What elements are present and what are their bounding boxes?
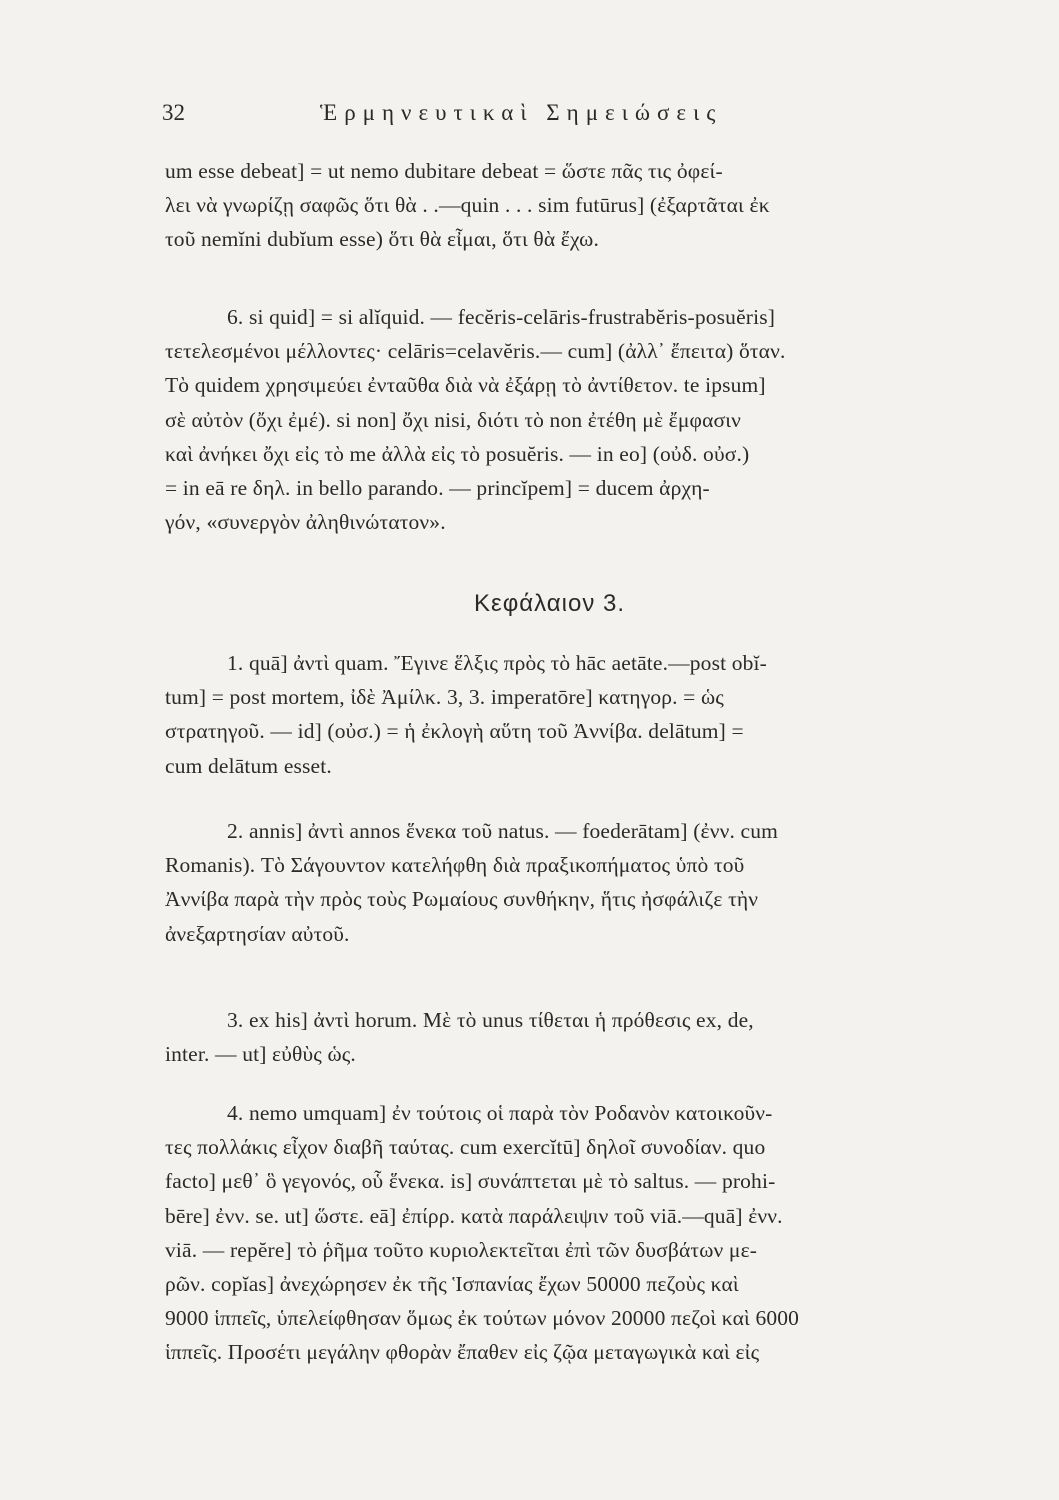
text-line: viā. — repĕre] τὸ ῥῆμα τοῦτο κυριολεκτεῖται ἐπὶ τῶν δυσβάτων με- xyxy=(165,1237,758,1262)
text-line: tum] = post mortem, ἰδὲ Ἀμίλκ. 3, 3. imperatōre] κατηγορ. = ὡς xyxy=(165,685,724,710)
paragraph-continuation xyxy=(165,154,1007,257)
text-line: γόν, «συνεργὸν ἀληθινώτατον». xyxy=(165,510,446,535)
page-number: 32 xyxy=(162,100,185,125)
text-line: ἱππεῖς. Προσέτι μεγάλην φθορὰν ἔπαθεν εἰς ζῷα μεταγωγικὰ καὶ εἰς xyxy=(165,1340,760,1365)
text-line: 1. quā] ἀντὶ quam. Ἔγινε ἕλξις πρὸς τὸ hāc aetāte.—post obĭ- xyxy=(227,651,767,675)
paragraph-note-1 xyxy=(165,646,1007,783)
text-line: inter. — ut] εὐθὺς ὡς. xyxy=(165,1042,356,1067)
text-line: cum delātum esset. xyxy=(165,753,332,778)
text-line: Τὸ quidem χρησιμεύει ἐνταῦθα διὰ νὰ ἐξάρῃ τὸ ἀντίθετον. te ipsum] xyxy=(165,373,766,398)
chapter-heading: Κεφάλαιον 3. xyxy=(473,590,626,617)
text-line: 9000 ἱππεῖς, ὑπελείφθησαν ὅμως ἐκ τούτων μόνον 20000 πεζοὶ καὶ 6000 xyxy=(165,1306,800,1331)
text-line: 6. si quid] = si alĭquid. — fecĕris-celāris-frustrabĕris-posuĕris] xyxy=(227,305,776,329)
text-line: Ἀννίβα παρὰ τὴν πρὸς τοὺς Ρωμαίους συνθήκην, ἥτις ἠσφάλιζε τὴν xyxy=(165,887,759,912)
text-line: σὲ αὐτὸν (ὄχι ἐμέ). si non] ὄχι nisi, διότι τὸ non ἐτέθη μὲ ἔμφασιν xyxy=(165,407,742,432)
paragraph-note-2 xyxy=(165,814,1007,951)
text-line: 2. annis] ἀντὶ annos ἕνεκα τοῦ natus. — foederātam] (ἐνν. cum xyxy=(227,819,778,843)
text-line: τες πολλάκις εἶχον διαβῆ ταύτας. cum exercĭtū] δηλοῖ συνοδίαν. quo xyxy=(165,1135,766,1160)
text-line: bēre] ἐνν. se. ut] ὥστε. eā] ἐπίρρ. κατὰ παράλειψιν τοῦ viā.—quā] ἐνν. xyxy=(165,1203,783,1228)
paragraph-note-4 xyxy=(165,1096,1007,1370)
text-line: ρῶν. copĭas] ἀνεχώρησεν ἐκ τῆς Ἱσπανίας ἔχων 50000 πεζοὺς καὶ xyxy=(165,1272,739,1297)
page-header xyxy=(162,100,862,136)
text-line: λει νὰ γνωρίζῃ σαφῶς ὅτι θὰ . .—quin . . . sim futūrus] (ἐξαρτᾶται ἐκ xyxy=(165,193,770,218)
text-line: στρατηγοῦ. — id] (οὐσ.) = ἡ ἐκλογὴ αὕτη τοῦ Ἀννίβα. delātum] = xyxy=(165,719,744,744)
text-line: καὶ ἀνήκει ὄχι εἰς τὸ me ἀλλὰ εἰς τὸ posuĕris. — in eo] (οὐδ. οὐσ.) xyxy=(165,441,750,466)
paragraph-note-3 xyxy=(165,1003,1007,1071)
text-line: 4. nemo umquam] ἐν τούτοις οἱ παρὰ τὸν Ροδανὸν κατοικοῦν- xyxy=(227,1101,773,1125)
text-line: τετελεσμένοι μέλλοντες· celāris=celavĕris.— cum] (ἀλλ᾽ ἔπειτα) ὅταν. xyxy=(165,339,786,364)
text-line: 3. ex his] ἀντὶ horum. Μὲ τὸ unus τίθεται ἡ πρόθεσις ex, de, xyxy=(227,1008,754,1032)
paragraph-note-6 xyxy=(165,300,1007,539)
text-line: ἀνεξαρτησίαν αὐτοῦ. xyxy=(165,921,350,946)
text-line: = in eā re δηλ. in bello parando. — princĭpem] = ducem ἀρχη- xyxy=(165,476,710,501)
running-title: Ἑρμηνευτικαὶ Σημειώσεις xyxy=(320,100,723,125)
text-line: um esse debeat] = ut nemo dubitare debeat = ὥστε πᾶς τις ὀφεί- xyxy=(165,159,723,183)
text-line: τοῦ nemĭni dubĭum esse) ὅτι θὰ εἶμαι, ὅτι θὰ ἔχω. xyxy=(165,227,600,252)
text-line: Romanis). Τὸ Σάγουντον κατελήφθη διὰ πραξικοπήματος ὑπὸ τοῦ xyxy=(165,853,745,878)
text-line: facto] μεθ᾽ ὃ γεγονός, οὗ ἕνεκα. is] συνάπτεται μὲ τὸ saltus. — prohi- xyxy=(165,1169,776,1194)
